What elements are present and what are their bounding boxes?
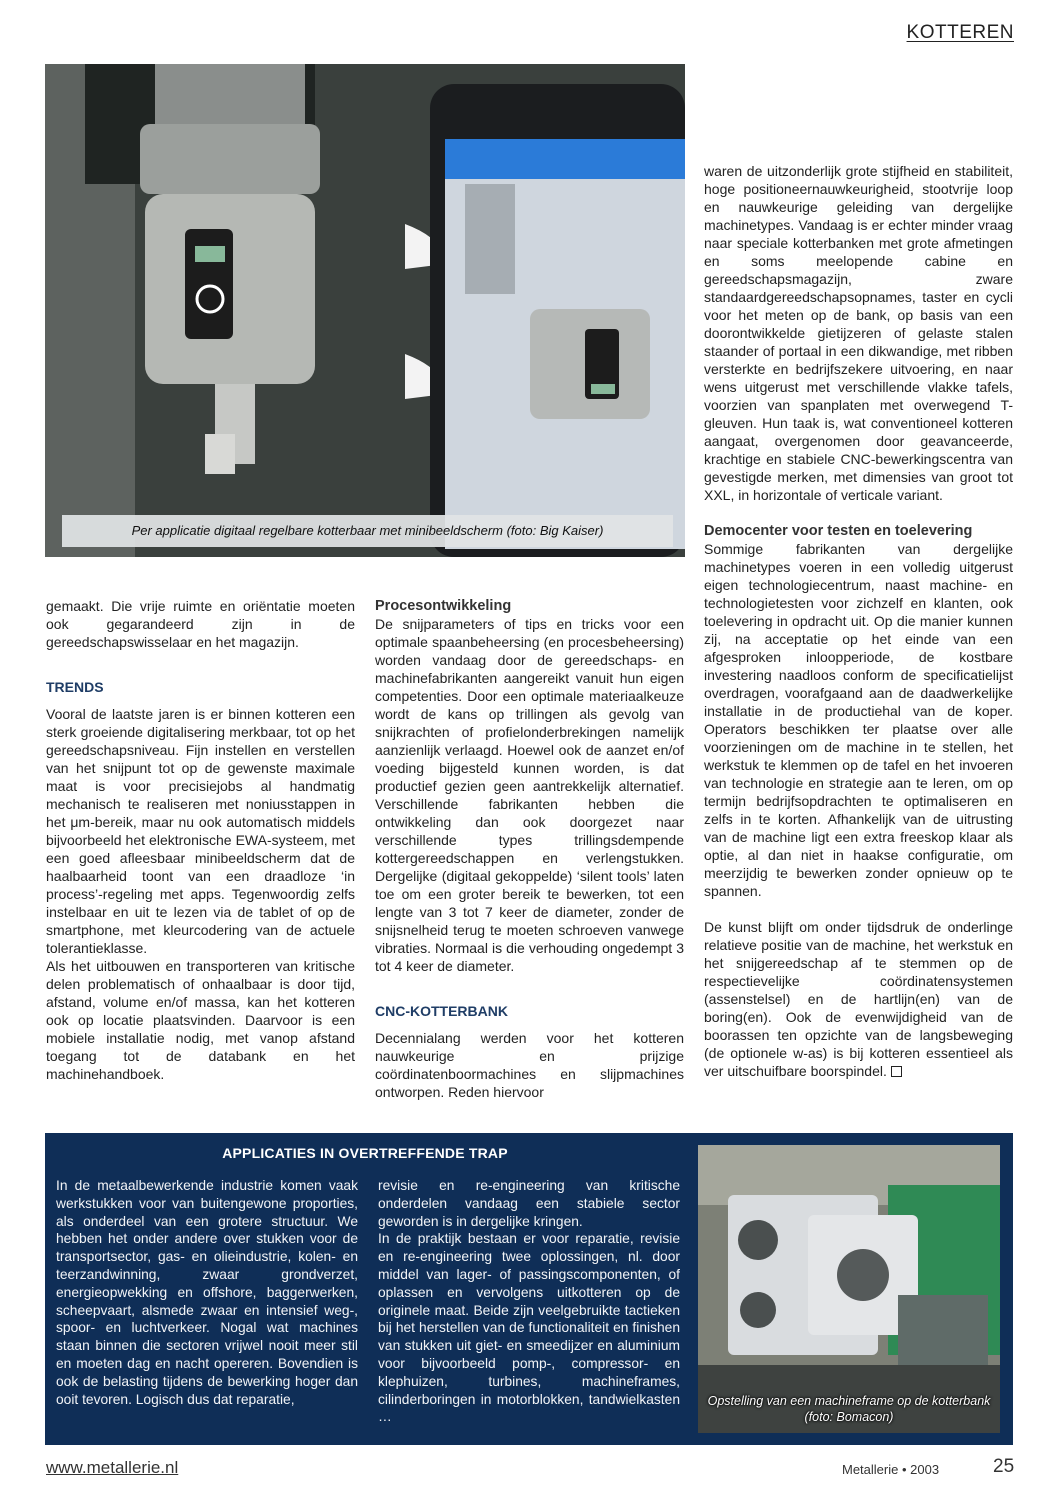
heading-trends: TRENDS [46,679,104,695]
column-3 [704,162,1013,1080]
page-number: 25 [993,1456,1015,1477]
section-tag: KOTTEREN [906,22,1014,43]
paragraph: De snijparameters of tips en tricks voor een optimale spaanbeheersing (en procesbeheersing) worden vandaag door de gereedschaps- en machinefabrikanten aangereikt vanuit hun eigen competenties. Door een optimale materiaalkeuze wordt de kans op trillingen als gevolg van snijkrachten of profielonderbrekingen namelijk aanzienlijk verlaagd. Hoewel ook de aanzet en/of voeding bijgesteld kunnen worden, is dat productief gezien geen aantrekkelijk alternatief. Verschillende fabrikanten hebben die ontwikkeling dan ook doorgezet naar verschillende types trillingsdempende kottergereedschappen en verlengstukken. Dergelijke (digitaal gekoppelde) ‘silent tools’ laten toe om een groter bereik te bewerken, tot een lengte van 3 tot 7 keer de diameter, zonder de snijsnelheid terug te moeten schroeven vanwege vibraties. Normaal is die verhouding ongedempt 3 tot 4 keer de diameter. [375,616,684,974]
box-column-2 [378,1177,680,1426]
paragraph: In de metaalbewerkende industrie komen vaak werkstukken voor van buitengewone proporties, als onderdeel van een grotere structuur. We hebben het onder andere over stukken voor de transportsector, gas- en olieindustrie, kolen- en teerzandwinning, zwaar grondverzet, energieopwekking en offshore, baggerwerken, scheepvaart, alsmede zwaar en intensief weg-, spoor- en luchtverkeer. Nogal wat machines staan binnen die sectoren vrijwel nooit meer stil en moeten dag en nacht opereren. Bovendien is ook de belasting tijdens de bewerking hoger dan ooit tevoren. Logisch dus dat reparatie, [56,1178,358,1407]
paragraph: revisie en re-engineering van kritische onderdelen vandaag een stabiele sector geworden is in dergelijke kringen. [378,1178,680,1229]
heading-cnc-kotterbank: CNC-KOTTERBANK [375,1003,508,1019]
boring-bar-photo [45,64,685,557]
machine-frame-illustration [698,1145,1000,1433]
paragraph: gemaakt. Die vrije ruimte en oriëntatie moeten ook gegarandeerd zijn in de gereedschapswisselaar en het magazijn. [46,598,355,650]
boring-bar-illustration [45,64,685,557]
paragraph: Decennialang werden voor het kotteren nauwkeurige en prijzige coördinatenboormachines en slijpmachines ontworpen. Reden hiervoor [375,1030,684,1100]
footer-website-link[interactable]: www.metallerie.nl [46,1458,179,1477]
footer-magazine: Metallerie • 2003 [842,1462,940,1477]
column-2 [375,597,684,1101]
end-mark-icon [891,1066,902,1077]
machine-frame-photo [698,1145,1000,1433]
paragraph-text: De kunst blijft om onder tijdsdruk de onderlinge relatieve positie van de machine, het werkstuk en het snijgereedschap af te stemmen op de respectievelijke coördinatensystemen (assenstelsel) en de hartlijn(en) van de boring(en). Ook de evenwijdigheid van de boorassen ten opzichte van de langsbeweging (de optionele w-as) is bij kotteren essentieel als ver uitschuifbare boorspindel. [704,919,1013,1079]
heading-procesontwikkeling: Procesontwikkeling [375,598,512,614]
main-photo-caption: Per applicatie digitaal regelbare kotterbaar met minibeeldscherm (foto: Big Kaiser) [62,515,673,547]
paragraph: Vooral de laatste jaren is er binnen kotteren een sterk groeiende digitalisering merkbaar, tot op het gereedschapsniveau. Fijn instellen en verstellen van het snijpunt tot op de gewenste maximale maat is voor precisiejobs al handmatig mechanisch te realiseren met noniusstappen in het μm-bereik, maar nu ook automatisch middels bijvoorbeeld het elektronische EWA-systeem, met een goed afleesbaar minibeeldscherm dat de haalbaarheid toont van een draadloze ‘in process’-regeling met apps. Tegenwoordig zelfs instelbaar en uit te lezen via de tablet of op de smartphone, met kleurcodering van de actuele tolerantieklasse. [46,706,355,956]
box-title: APPLICATIES IN OVERTREFFENDE TRAP [222,1145,508,1161]
paragraph-final [704,918,1013,1080]
heading-democenter: Democenter voor testen en toelevering [704,523,973,539]
paragraph: waren de uitzonderlijk grote stijfheid en stabiliteit, hoge positioneernauwkeurigheid, stootvrije loop en nauwkeurige geleiding van dergelijke machinetypes. Vandaag is er echter minder vraag naar speciale kotterbanken met grote afmetingen en soms meelopende cabine en gereedschapsmagazijn, zware standaardgereedschapsopnames, taster en cycli voor het meten op de bank, op basis van een doorontwikkelde gietijzeren of gelaste stalen staander of portaal in een dikwandige, met ribben versterkte en bedrijfszekere uitvoering, en naar wens uitgerust met verschillende vlakke tafels, voorzien van spanplaten met overwegend T-gleuven. Hun taak is, wat conventioneel kotteren aangaat, overgenomen door geavanceerde, krachtige en stabiele CNC-bewerkingscentra van gevestigde merken, met dimensies van groot tot XXL, in horizontale of verticale variant. [704,163,1013,503]
column-1 [46,597,355,1083]
box-column-1 [56,1177,358,1408]
paragraph: Sommige fabrikanten van dergelijke machinetypes voeren in een volledig uitgerust eigen technologiecentrum, naast machine- en technologietesten voor zichzelf en klanten, ook toelevering in opdracht uit. Op die manier kunnen zij, na acceptatie op het einde van een afgesproken inloopperiode, de kostbare investering naadloos conform de specificatielijst overdragen, voorafgaand aan de daadwerkelijke installatie in de productiehal van de koper. Operators beschikken ter plaatse over alle voorzieningen om de machine in te stellen, het werkstuk te klemmen op de tafel en het invoeren van technologie en strategie aan te leren, om op termijn bedrijfsopdrachten te optimaliseren en zelfs in te korten. Afhankelijk van de uitrusting van de machine ligt een extra freeskop klaar als optie, al dan niet in haakse configuratie, om meerzijdig te bewerken zonder opnieuw op te spannen. [704,541,1013,899]
paragraph: In de praktijk bestaan er voor reparatie, revisie en re-engineering twee oplossingen, nl. door middel van lager- of passingscomponenten, of oplassen en vervolgens uitkotteren op de originele maat. Beide zijn veelgebruikte tactieken bij het herstellen van de functionaliteit en finishen van stukken uit giet- en smeedijzer en aluminium voor bijvoorbeeld pomp-, compressor- en klephuizen, turbines, machineframes, cilinderboringen in motorblokken, tandwielkasten … [378,1231,680,1425]
box-photo-caption: Opstelling van een machineframe op de kotterbank (foto: Bomacon) [707,1394,991,1424]
paragraph: Als het uitbouwen en transporteren van kritische delen problematisch of onhaalbaar is door tijd, afstand, volume en/of massa, kan het kotteren ook op locatie plaatsvinden. Daarvoor is een mobiele installatie nodig, met vanop afstand toegang tot de databank en het machinehandboek. [46,958,355,1082]
